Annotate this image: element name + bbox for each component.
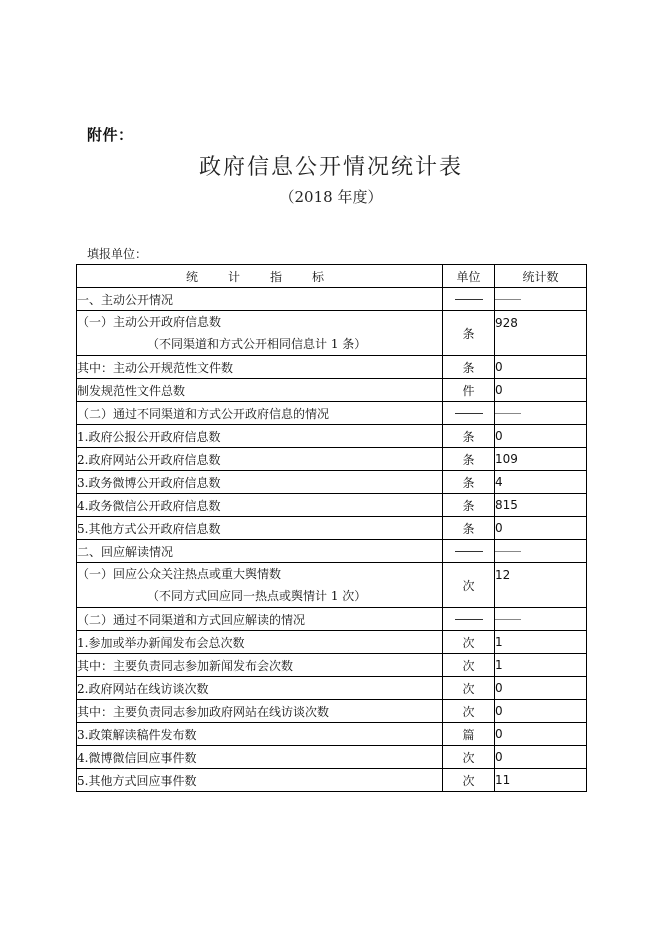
table-row	[77, 517, 587, 540]
table-row	[77, 311, 587, 356]
dash-placeholder	[455, 299, 483, 300]
row-value	[495, 288, 587, 311]
row-unit: 次	[443, 677, 495, 700]
row-indicator: 3.政务微博公开政府信息数	[77, 471, 443, 494]
table-row	[77, 448, 587, 471]
dash-placeholder	[495, 619, 521, 620]
row-value: 0	[495, 517, 587, 540]
table-row	[77, 425, 587, 448]
table-row	[77, 402, 587, 425]
row-value: 0	[495, 746, 587, 769]
row-indicator	[77, 563, 443, 608]
table-row	[77, 769, 587, 792]
row-indicator: 其中：主要负责同志参加新闻发布会次数	[77, 654, 443, 677]
row-indicator: 3.政策解读稿件发布数	[77, 723, 443, 746]
row-unit: 次	[443, 654, 495, 677]
row-value	[495, 402, 587, 425]
row-unit	[443, 402, 495, 425]
row-unit: 次	[443, 563, 495, 608]
row-unit: 次	[443, 631, 495, 654]
table-row	[77, 723, 587, 746]
row-value: 11	[495, 769, 587, 792]
row-value: 1	[495, 631, 587, 654]
row-indicator: 1.参加或举办新闻发布会总次数	[77, 631, 443, 654]
row-indicator: 其中：主要负责同志参加政府网站在线访谈次数	[77, 700, 443, 723]
table-row	[77, 631, 587, 654]
statistics-table	[76, 264, 587, 792]
row-unit: 次	[443, 769, 495, 792]
column-header-value: 统计数	[495, 265, 587, 288]
row-unit: 条	[443, 425, 495, 448]
row-indicator: 1.政府公报公开政府信息数	[77, 425, 443, 448]
table-row	[77, 288, 587, 311]
table-row	[77, 654, 587, 677]
row-indicator: 5.其他方式公开政府信息数	[77, 517, 443, 540]
table-row	[77, 700, 587, 723]
row-value: 0	[495, 356, 587, 379]
row-indicator: 制发规范性文件总数	[77, 379, 443, 402]
row-indicator: 2.政府网站公开政府信息数	[77, 448, 443, 471]
row-value	[495, 540, 587, 563]
table-row	[77, 608, 587, 631]
row-unit	[443, 540, 495, 563]
dash-placeholder	[455, 551, 483, 552]
row-value: 12	[495, 563, 587, 608]
row-indicator	[77, 311, 443, 356]
row-unit: 条	[443, 356, 495, 379]
row-indicator-note: （不同方式回应同一热点或舆情计 1 次）	[147, 589, 367, 603]
row-unit: 件	[443, 379, 495, 402]
row-value: 0	[495, 723, 587, 746]
row-indicator: （二）通过不同渠道和方式回应解读的情况	[77, 608, 443, 631]
row-indicator: 其中：主动公开规范性文件数	[77, 356, 443, 379]
table-row	[77, 540, 587, 563]
row-unit: 条	[443, 448, 495, 471]
row-indicator: 二、回应解读情况	[77, 540, 443, 563]
page-subtitle: （2018 年度）	[279, 188, 383, 206]
row-value: 4	[495, 471, 587, 494]
table-row	[77, 746, 587, 769]
row-value: 0	[495, 700, 587, 723]
table-row	[77, 563, 587, 608]
column-header-unit: 单位	[443, 265, 495, 288]
table-row	[77, 356, 587, 379]
dash-placeholder	[495, 551, 521, 552]
row-value: 109	[495, 448, 587, 471]
row-unit: 篇	[443, 723, 495, 746]
row-value	[495, 608, 587, 631]
row-indicator: 4.微博微信回应事件数	[77, 746, 443, 769]
row-indicator-main: （一）主动公开政府信息数	[77, 315, 222, 329]
row-unit: 条	[443, 517, 495, 540]
row-value: 928	[495, 311, 587, 356]
attachment-label: 附件：	[87, 126, 134, 144]
table-row	[77, 379, 587, 402]
row-value: 0	[495, 379, 587, 402]
row-indicator: 4.政务微信公开政府信息数	[77, 494, 443, 517]
column-header-indicator: 统 计 指 标	[77, 265, 443, 288]
row-value: 815	[495, 494, 587, 517]
dash-placeholder	[495, 299, 521, 300]
row-value: 0	[495, 677, 587, 700]
row-unit: 次	[443, 746, 495, 769]
row-unit	[443, 608, 495, 631]
row-unit	[443, 288, 495, 311]
table-row	[77, 677, 587, 700]
row-unit: 次	[443, 700, 495, 723]
table-row	[77, 471, 587, 494]
row-indicator: 5.其他方式回应事件数	[77, 769, 443, 792]
row-indicator-main: （一）回应公众关注热点或重大舆情数	[77, 567, 282, 581]
table-row	[77, 494, 587, 517]
dash-placeholder	[495, 413, 521, 414]
row-indicator-note: （不同渠道和方式公开相同信息计 1 条）	[147, 337, 367, 351]
row-indicator: 一、主动公开情况	[77, 288, 443, 311]
filler-unit-label: 填报单位：	[87, 247, 148, 261]
page-title: 政府信息公开情况统计表	[198, 155, 463, 180]
row-value: 1	[495, 654, 587, 677]
row-indicator: （二）通过不同渠道和方式公开政府信息的情况	[77, 402, 443, 425]
dash-placeholder	[455, 619, 483, 620]
row-value: 0	[495, 425, 587, 448]
row-unit: 条	[443, 494, 495, 517]
table-header-row	[77, 265, 587, 288]
row-unit: 条	[443, 311, 495, 356]
row-unit: 条	[443, 471, 495, 494]
row-indicator: 2.政府网站在线访谈次数	[77, 677, 443, 700]
dash-placeholder	[455, 413, 483, 414]
